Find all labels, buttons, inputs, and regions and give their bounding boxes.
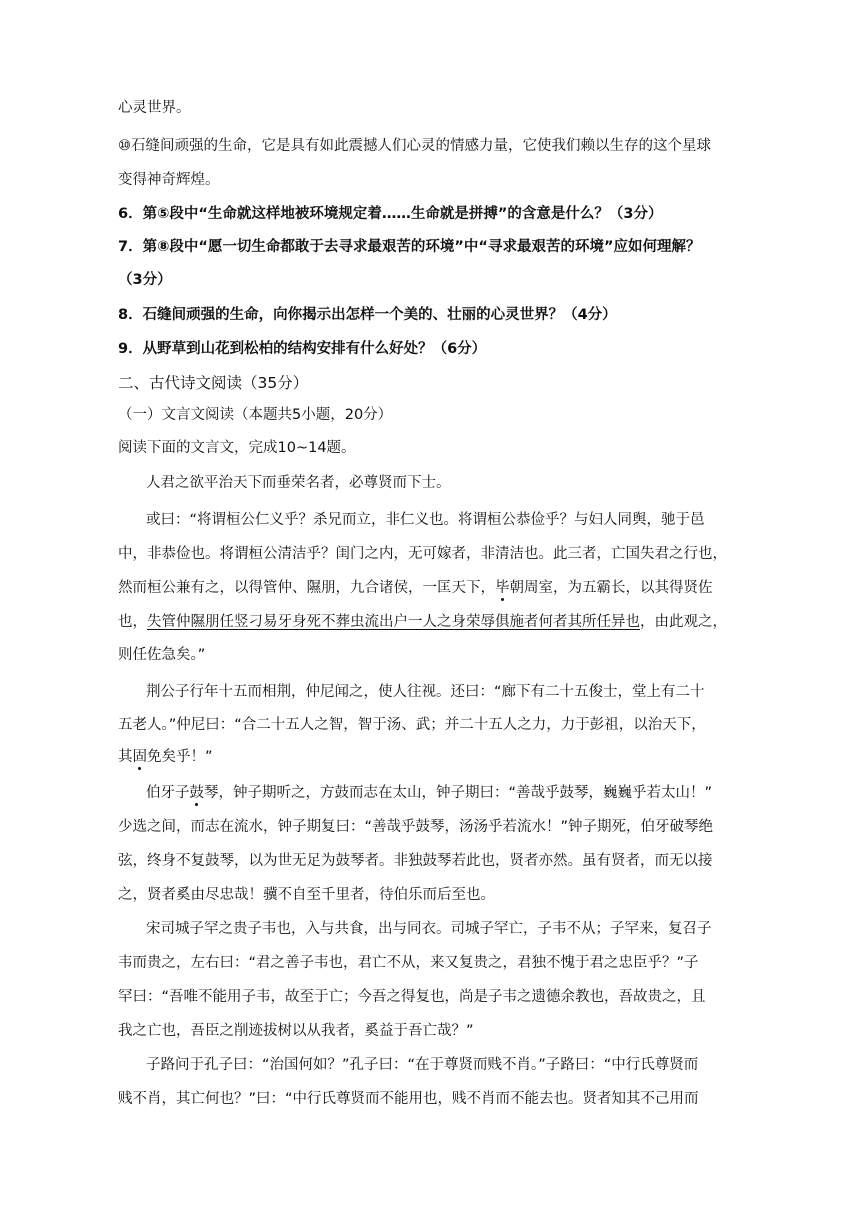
passage-line: 弦，终身不复鼓琴，以为世无足为鼓琴者。非独鼓琴若此也，贤者亦然。虽有贤者，而无以接: [118, 853, 713, 869]
passage-line: 罕曰：“吾唯不能用子韦，故至于亡；今吾之得复也，尚是子韦之遗德余教也，吾故贵之，且: [118, 989, 706, 1005]
text-line: 变得神奇辉煌。: [118, 172, 220, 188]
emphasized-char: 毕: [495, 580, 510, 596]
passage-line: 中，非恭俭也。将谓桓公清洁乎？闺门之内，无可嫁者，非清洁也。此三者，亡国失君之行也，: [118, 546, 727, 562]
emphasized-char: 鼓: [189, 785, 204, 801]
question-8: 8．石缝间顽强的生命，向你揭示出怎样一个美的、壮丽的心灵世界？（4分）: [118, 307, 617, 323]
passage-line: 少选之间，而志在流水，钟子期复曰：“善哉乎鼓琴，汤汤乎若流水！”钟子期死，伯牙破琴绝: [118, 819, 714, 835]
passage-line: 韦而贵之，左右曰：“君之善子韦也，君亡不从，来又复贵之，君独不愧于君之忠臣乎？”子: [118, 955, 699, 971]
passage-line: 之，贤者奚由尽忠哉！骥不自至千里者，待伯乐而后至也。: [118, 887, 495, 903]
passage-line: [146, 783, 786, 803]
subsection-heading: （一）文言文阅读（本题共5小题，20分）: [118, 407, 393, 423]
text-span: 其: [118, 749, 133, 765]
passage-line: 五老人。”仲尼曰：“合二十五人之智，智于汤、武；并二十五人之力，力于彭祖，以治天下，: [118, 717, 706, 733]
passage-line: 我之亡也，吾臣之削迹拔树以从我者，奚益于吾亡哉？”: [118, 1023, 474, 1039]
passage-line: [118, 578, 758, 598]
text-span: 琴，钟子期听之，方鼓而志在太山，钟子期曰：“善哉乎鼓琴，巍巍乎若太山！”: [204, 785, 713, 801]
section-heading: 二、古代诗文阅读（35分）: [118, 374, 309, 392]
passage-line: 则任佐急矣。”: [118, 647, 206, 663]
question-9: 9．从野草到山花到松柏的结构安排有什么好处？（6分）: [118, 341, 487, 357]
emphasized-char: 固: [132, 749, 147, 765]
passage-line: 或曰：“将谓桓公仁义乎？杀兄而立，非仁义也。将谓桓公恭俭乎？与妇人同舆，驰于邑: [146, 512, 705, 528]
passage-line: [118, 747, 758, 767]
passage-line: 宋司城子罕之贵子韦也，入与共食，出与同衣。司城子罕亡，子韦不从；子罕来，复召子: [146, 921, 712, 937]
question-7-score: （3分）: [118, 272, 172, 288]
text-span: 然而桓公兼有之，以得管仲、隰朋，九合诸侯，一匡天下，: [118, 580, 495, 596]
question-6: 6．第⑤段中“生命就这样地被环境规定着……生命就是拼搏”的含意是什么？（3分）: [118, 206, 663, 222]
text-span: 也，: [118, 614, 147, 630]
passage-line: [118, 612, 758, 632]
passage-line: 子路问于孔子曰：“治国何如？”孔子曰：“在于尊贤而贱不肖。”子路曰：“中行氏尊贤而: [146, 1057, 699, 1073]
passage-line: 贱不肖，其亡何也？”曰：“中行氏尊贤而不能用也，贱不肖而不能去也。贤者知其不己用而: [118, 1091, 699, 1107]
text-span: 免矣乎！”: [147, 749, 213, 765]
text-span: 朝周室，为五霸长，以其得贤佐: [509, 580, 713, 596]
passage-line: 荆公子行年十五而相荆，仲尼闻之，使人往视。还曰：“廊下有二十五俊士，堂上有二十: [146, 684, 705, 700]
text-line: ⑩石缝间顽强的生命，它是具有如此震撼人们心灵的情感力量，它使我们赖以生存的这个星球: [118, 138, 711, 154]
question-7: 7．第⑧段中“愿一切生命都敢于去寻求最艰苦的环境”中“寻求最艰苦的环境”应如何理解？: [118, 239, 701, 255]
reading-instruction: 阅读下面的文言文，完成10~14题。: [118, 440, 356, 456]
underlined-sentence: 失管仲隰朋任竖刁易牙身死不葬虫流出户一人之身荣辱俱施者何者其所任异也: [147, 614, 640, 630]
text-span: 伯牙子: [146, 785, 190, 801]
text-span: ，由此观之，: [640, 614, 727, 630]
text-line: 心灵世界。: [118, 100, 191, 116]
passage-line: 人君之欲平治天下而垂荣名者，必尊贤而下士。: [146, 475, 451, 491]
